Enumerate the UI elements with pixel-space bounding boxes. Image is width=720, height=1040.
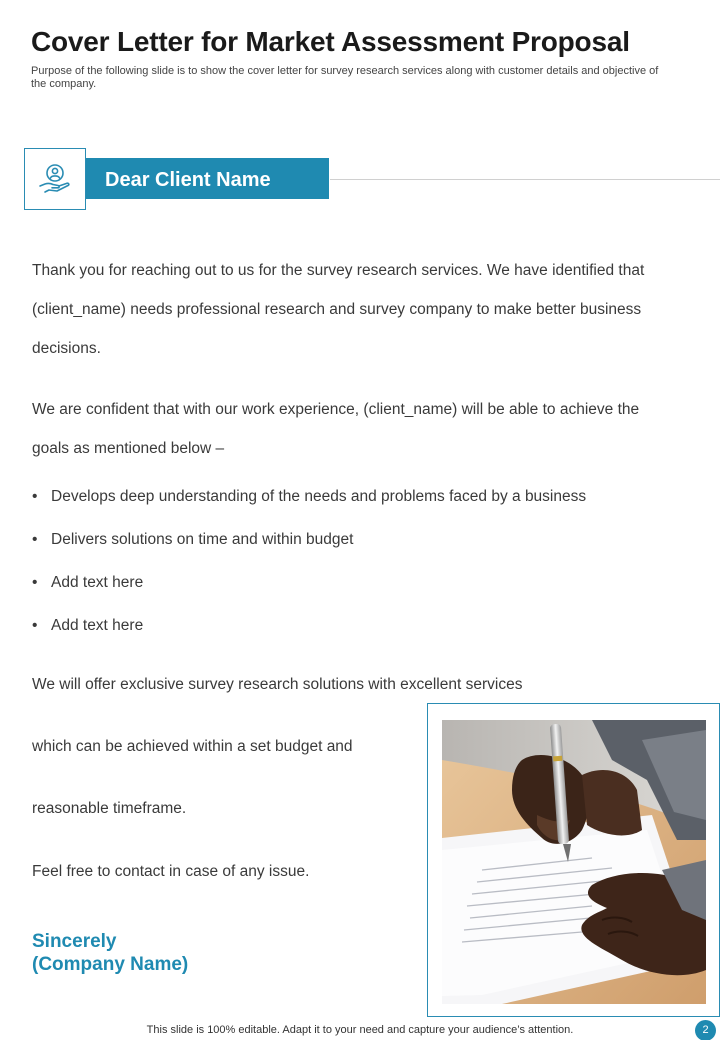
contact-line: Feel free to contact in case of any issue. (32, 863, 310, 880)
photo-frame (427, 703, 720, 1017)
goals-list (32, 488, 586, 660)
list-item-text: Delivers solutions on time and within budget (51, 531, 354, 548)
company-name: (Company Name) (32, 954, 189, 975)
salutation-text: Dear Client Name (105, 169, 271, 191)
confidence-line-2: goals as mentioned below – (32, 440, 225, 457)
page-subtitle: Purpose of the following slide is to show the cover letter for survey research services along with customer details and objective of the company. (31, 65, 659, 90)
hand-holding-person-icon (38, 162, 72, 196)
list-item (32, 488, 586, 531)
footer-note: This slide is 100% editable. Adapt it to your need and capture your audience’s attention. (146, 1024, 574, 1036)
list-item (32, 617, 586, 660)
bullet-dot: • (32, 574, 38, 591)
bullet-dot: • (32, 488, 38, 505)
list-item (32, 574, 586, 617)
bullet-dot: • (32, 531, 38, 548)
intro-line-3: decisions. (32, 340, 101, 357)
signing-document-illustration (442, 720, 706, 1004)
offer-line-3: reasonable timeframe. (32, 800, 187, 817)
page-number-badge: 2 (695, 1020, 716, 1040)
page-title: Cover Letter for Market Assessment Proposal (31, 26, 630, 57)
list-item-text: Develops deep understanding of the needs and problems faced by a business (51, 488, 587, 505)
bullet-dot: • (32, 617, 38, 634)
offer-line-2: which can be achieved within a set budget and (32, 738, 353, 755)
intro-line-1: Thank you for reaching out to us for the survey research services. We have identified that (32, 262, 645, 279)
confidence-line-1: We are confident that with our work experience, (client_name) will be able to achieve the (32, 401, 640, 418)
header-divider (330, 179, 720, 180)
salutation-banner (86, 158, 329, 199)
client-icon-box (24, 148, 86, 210)
sign-off: Sincerely (32, 931, 117, 952)
intro-line-2: (client_name) needs professional research and survey company to make better business (32, 301, 642, 318)
closing-block (32, 930, 188, 976)
offer-line-1: We will offer exclusive survey research solutions with excellent services (32, 676, 523, 693)
signing-photo (442, 720, 706, 1004)
list-item (32, 531, 586, 574)
list-item-text: Add text here (51, 617, 144, 634)
list-item-text: Add text here (51, 574, 144, 591)
